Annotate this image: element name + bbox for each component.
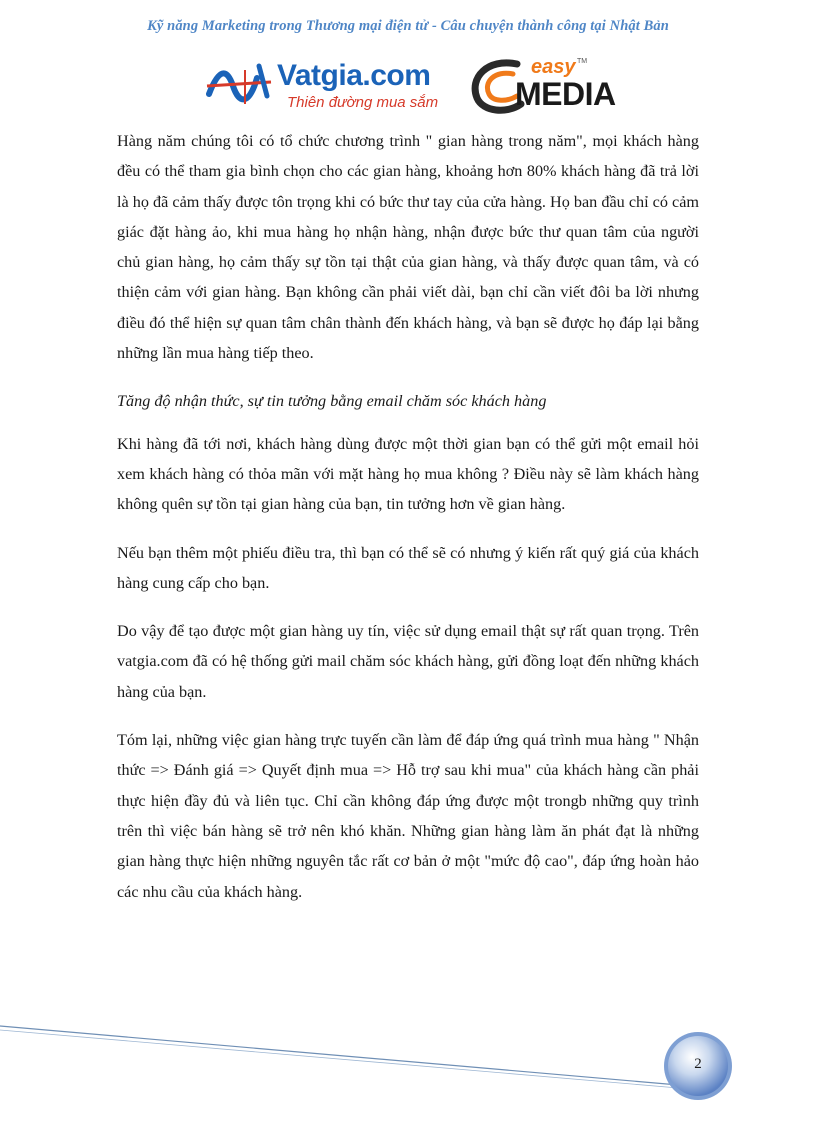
vatgia-name: Vatgia.com bbox=[277, 59, 431, 92]
section-subheading: Tăng độ nhận thức, sự tin tưởng bằng email chăm sóc khách hàng bbox=[117, 392, 547, 411]
media-word: MEDIA bbox=[515, 76, 616, 112]
paragraph: Hàng năm chúng tôi có tổ chức chương trình " gian hàng trong năm", mọi khách hàng đều có thể tham gia bình chọn cho các gian hàng, khoảng hơn 80% khách hàng đã trả lời là họ đã cảm thấy được tôn trọng khi có bức thư tay của cửa hàng. Họ ban đầu chỉ có cảm giác đặt hàng ảo, khi mua hàng họ nhận hàng, nhận được bức thư quan tâm của người chủ gian hàng, họ cảm thấy sự tồn tại thật của gian hàng, và thấy được quan tâm, và có thiện cảm với gian hàng. Bạn không cần phải viết dài, bạn chỉ cần viết đôi ba lời nhưng điều đó thể hiện sự quan tâm chân thành đến khách hàng, và bạn sẽ được họ đáp lại bằng những lần mua hàng tiếp theo. bbox=[117, 132, 699, 363]
logos-row bbox=[205, 56, 635, 116]
document-body bbox=[117, 126, 699, 925]
paragraph: Nếu bạn thêm một phiếu điều tra, thì bạn có thể sẽ có nhưng ý kiến rất quý giá của khách hàng cung cấp cho bạn. bbox=[117, 543, 699, 592]
vatgia-wave-icon bbox=[205, 56, 275, 116]
easymedia-logo bbox=[467, 56, 627, 116]
paragraph: Tóm lại, những việc gian hàng trực tuyến cần làm để đáp ứng quá trình mua hàng " Nhận thức => Đánh giá => Quyết định mua => Hỗ trợ sau khi mua" của khách hàng cần phải thực hiện đầy đủ và liên tục. Chỉ cần không đáp ứng được một trongb những quy trình trên thì việc bán hàng sẽ trở nên khó khăn. Những gian hàng làm ăn phát đạt là những gian hàng thực hiện những nguyên tắc rất cơ bản ở một "mức độ cao", đáp ứng hoàn hảo các nhu cầu của khách hàng. bbox=[117, 731, 699, 901]
page-header-title: Kỹ năng Marketing trong Thương mại điện tử - Câu chuyện thành công tại Nhật Bản bbox=[147, 18, 669, 34]
easy-trademark: TM bbox=[577, 58, 588, 65]
page-number: 2 bbox=[694, 1056, 702, 1072]
vatgia-tagline: Thiên đường mua sắm bbox=[287, 94, 439, 111]
easy-word: easy bbox=[531, 56, 576, 78]
paragraph: Khi hàng đã tới nơi, khách hàng dùng được một thời gian bạn có thể gửi một email hỏi xem khách hàng có thỏa mãn với mặt hàng họ mua không ? Điều này sẽ làm khách hàng không quên sự tồn tại gian hàng của bạn, tin tưởng hơn về gian hàng. bbox=[117, 434, 699, 514]
vatgia-logo bbox=[205, 56, 455, 116]
paragraph: Do vậy để tạo được một gian hàng uy tín, việc sử dụng email thật sự rất quan trọng. Trên vatgia.com đã có hệ thống gửi mail chăm sóc khách hàng, gửi đồng loạt đến những khách hàng của bạn. bbox=[117, 622, 699, 701]
